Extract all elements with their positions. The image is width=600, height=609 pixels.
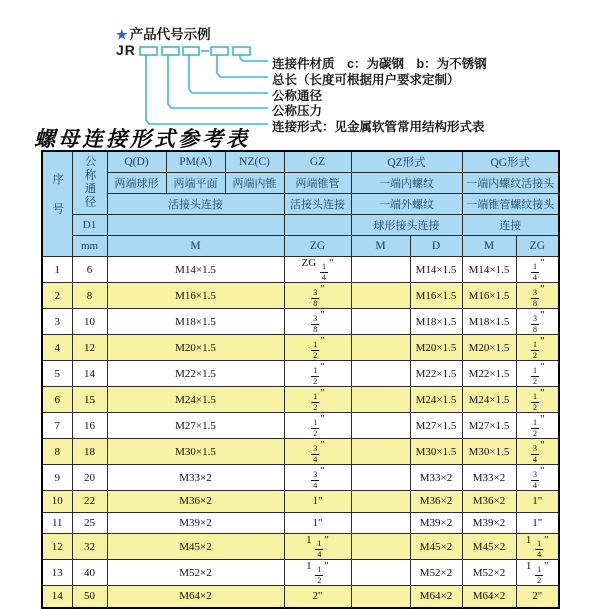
cell-no: 7	[42, 413, 72, 439]
table-row	[42, 491, 559, 513]
header-sub-zg: ZG	[284, 236, 351, 257]
cell-qz-d: M30×1.5	[410, 439, 462, 465]
cell-m: M64×2	[107, 586, 284, 608]
cell-qz-d: M64×2	[410, 586, 462, 608]
fraction: $\frac{1}{4}$	[533, 262, 537, 282]
cell-qg-m: M39×2	[462, 512, 516, 534]
fraction: $\frac{3}{8}$	[313, 288, 318, 308]
cell-qz-m	[351, 534, 410, 560]
table-row	[42, 309, 559, 335]
header-serial	[42, 151, 72, 257]
cell-dn: 16	[72, 413, 107, 439]
cell-dn: 15	[72, 387, 107, 413]
cell-m: M27×1.5	[107, 413, 284, 439]
cell-gz: $\frac{1}{2}$ "	[284, 413, 351, 439]
cell-gz: $\frac{3}{4}$ "	[284, 465, 351, 491]
cell-gz: 1"	[284, 491, 351, 513]
code-label-length: 总长（长度可根据用户要求定制）	[272, 73, 460, 87]
code-label-connection: 连接形式：见金属软管常用结构形式表	[272, 120, 485, 134]
cell-no: 8	[42, 439, 72, 465]
fraction: $\frac{1}{2}$	[533, 418, 537, 438]
star-icon: ★	[116, 27, 128, 42]
diagram-title	[116, 23, 211, 43]
cell-qz-d: M39×2	[410, 512, 462, 534]
header-sub-m: M	[107, 236, 284, 257]
cell-qz-m	[351, 257, 410, 283]
header-group-gz: GZ	[284, 151, 351, 173]
code-box	[233, 47, 250, 55]
nut-connection-table	[41, 150, 560, 609]
header-desc-pma: 两端平面	[166, 173, 225, 194]
connector-line	[168, 55, 268, 108]
cell-qz-d: M24×1.5	[410, 387, 462, 413]
fraction: $\frac{1}{2}$	[313, 340, 318, 360]
cell-qg-zg: $\frac{1}{2}$ "	[516, 413, 559, 439]
code-box	[183, 47, 199, 55]
cell-qz-d: M27×1.5	[410, 413, 462, 439]
header-d1: D1	[72, 215, 107, 236]
cell-m: M30×1.5	[107, 439, 284, 465]
fraction: $\frac{1}{4}$	[537, 539, 542, 559]
cell-gz: $\frac{1}{2}$ "	[284, 361, 351, 387]
table-row	[42, 387, 559, 413]
cell-qg-m: M33×2	[462, 465, 516, 491]
header-unit-mm: mm	[72, 236, 107, 257]
fraction: $\frac{1}{2}$	[533, 392, 537, 412]
cell-m: M14×1.5	[107, 257, 284, 283]
cell-m: M45×2	[107, 534, 284, 560]
table-row	[42, 586, 559, 608]
cell-qg-m: M64×2	[462, 586, 516, 608]
code-label-diameter: 公称通径	[272, 89, 323, 103]
cell-no: 1	[42, 257, 72, 283]
header-serial-label: 序号	[51, 173, 64, 232]
header-sub-qg-zg: ZG	[516, 236, 559, 257]
cell-qg-zg: 1"	[516, 512, 559, 534]
cell-dn: 22	[72, 491, 107, 513]
fraction: $\frac{3}{4}$	[313, 444, 318, 464]
table-row	[42, 439, 559, 465]
cell-dn: 40	[72, 560, 107, 586]
header-desc-gz: 两端锥管	[284, 173, 351, 194]
cell-qg-m: M30×1.5	[462, 439, 516, 465]
cell-qz-m	[351, 413, 410, 439]
header-qz-external: 一端外螺纹	[351, 194, 462, 215]
cell-m: M18×1.5	[107, 309, 284, 335]
cell-qz-m	[351, 512, 410, 534]
fraction: $\frac{1}{2}$	[313, 366, 318, 386]
table-row	[42, 534, 559, 560]
cell-qg-zg: $\frac{1}{2}$ "	[516, 361, 559, 387]
cell-m: M24×1.5	[107, 387, 284, 413]
header-group-pma: PM(A)	[166, 151, 225, 173]
header-qz-ball-joint: 球形接头连接	[351, 215, 462, 236]
cell-no: 6	[42, 387, 72, 413]
cell-gz: ZG $\frac{1}{4}$ "	[284, 257, 351, 283]
cell-qg-m: M24×1.5	[462, 387, 516, 413]
header-sub-qz-m: M	[351, 236, 410, 257]
cell-qz-d: M36×2	[410, 491, 462, 513]
cell-no: 9	[42, 465, 72, 491]
cell-qg-m: M52×2	[462, 560, 516, 586]
cell-qg-m: M36×2	[462, 491, 516, 513]
table-row	[42, 413, 559, 439]
fraction: $\frac{1}{2}$	[533, 366, 537, 386]
cell-no: 14	[42, 586, 72, 608]
cell-dn: 8	[72, 283, 107, 309]
cell-qg-m: M16×1.5	[462, 283, 516, 309]
cell-qg-zg: $\frac{1}{4}$ "	[516, 257, 559, 283]
header-desc-qd: 两端球形	[107, 173, 166, 194]
fraction: $\frac{1}{2}$	[313, 418, 318, 438]
cell-qz-d: M16×1.5	[410, 283, 462, 309]
cell-gz: $\frac{3}{8}$ "	[284, 283, 351, 309]
connector-line	[240, 55, 268, 61]
header-nominal-diameter-label: 公称通径	[83, 154, 96, 209]
cell-m: M22×1.5	[107, 361, 284, 387]
table-title: 螺母连接形式参考表	[34, 127, 250, 151]
header-group-qz: QZ形式	[351, 151, 462, 173]
cell-qz-d: M20×1.5	[410, 335, 462, 361]
fraction: $\frac{1}{2}$	[313, 392, 318, 412]
fraction: $\frac{1}{2}$	[537, 565, 542, 585]
cell-qg-zg: 1 $\frac{1}{2}$ "	[516, 560, 559, 586]
code-prefix: JR	[116, 42, 136, 58]
fraction: $\frac{3}{8}$	[533, 314, 537, 334]
cell-qg-zg: 1"	[516, 491, 559, 513]
table-body	[42, 257, 559, 608]
header-sub-qg-m: M	[462, 236, 516, 257]
cell-gz: $\frac{3}{4}$ "	[284, 439, 351, 465]
code-box	[211, 47, 228, 55]
table-row	[42, 335, 559, 361]
cell-dn: 10	[72, 309, 107, 335]
cell-qg-m: M45×2	[462, 534, 516, 560]
header-union-gz: 活接头连接	[284, 194, 351, 215]
cell-no: 5	[42, 361, 72, 387]
connector-line	[217, 55, 268, 77]
cell-dn: 12	[72, 335, 107, 361]
cell-m: M33×2	[107, 465, 284, 491]
cell-gz: 1"	[284, 512, 351, 534]
cell-qz-d: M18×1.5	[410, 309, 462, 335]
header-union-left: 活接头连接	[107, 194, 284, 215]
header-desc-nzc: 两端内锥	[225, 173, 284, 194]
cell-qg-m: M22×1.5	[462, 361, 516, 387]
table-row	[42, 512, 559, 534]
cell-dn: 18	[72, 439, 107, 465]
header-desc-qz: 一端内螺纹	[351, 173, 462, 194]
cell-dn: 50	[72, 586, 107, 608]
table-header	[42, 151, 559, 257]
cell-qz-d: M52×2	[410, 560, 462, 586]
connector-line	[146, 55, 268, 124]
cell-m: M16×1.5	[107, 283, 284, 309]
cell-qg-m: M18×1.5	[462, 309, 516, 335]
cell-gz: 2"	[284, 586, 351, 608]
code-label-pressure: 公称压力	[272, 104, 323, 118]
cell-qg-zg: $\frac{3}{4}$ "	[516, 439, 559, 465]
fraction: $\frac{3}{4}$	[313, 470, 318, 490]
cell-m: M39×2	[107, 512, 284, 534]
cell-qg-zg: 1 $\frac{1}{4}$ "	[516, 534, 559, 560]
header-group-qd: Q(D)	[107, 151, 166, 173]
fraction: $\frac{1}{4}$	[317, 539, 322, 559]
cell-qz-m	[351, 387, 410, 413]
cell-qg-zg: $\frac{1}{2}$ "	[516, 387, 559, 413]
cell-dn: 32	[72, 534, 107, 560]
cell-m: M20×1.5	[107, 335, 284, 361]
header-empty-gz	[284, 215, 351, 236]
cell-gz: 1 $\frac{1}{4}$ "	[284, 534, 351, 560]
header-empty-left	[107, 215, 284, 236]
fraction: $\frac{1}{2}$	[533, 340, 537, 360]
table-row	[42, 361, 559, 387]
table-row	[42, 283, 559, 309]
table-row	[42, 257, 559, 283]
cell-qz-m	[351, 283, 410, 309]
header-group-nzc: NZ(C)	[225, 151, 284, 173]
cell-qg-m: M27×1.5	[462, 413, 516, 439]
cell-qz-d: M14×1.5	[410, 257, 462, 283]
fraction: $\frac{3}{8}$	[533, 288, 537, 308]
cell-qg-m: M20×1.5	[462, 335, 516, 361]
cell-qz-d: M45×2	[410, 534, 462, 560]
diagram-title-text: 产品代号示例	[129, 27, 211, 42]
cell-dn: 6	[72, 257, 107, 283]
cell-qz-m	[351, 335, 410, 361]
cell-m: M36×2	[107, 491, 284, 513]
cell-qz-m	[351, 309, 410, 335]
fraction: $\frac{3}{4}$	[533, 444, 537, 464]
fraction: $\frac{1}{4}$	[321, 262, 326, 282]
cell-qg-zg: 2"	[516, 586, 559, 608]
cell-no: 3	[42, 309, 72, 335]
fraction: $\frac{1}{2}$	[317, 565, 322, 585]
cell-qz-m	[351, 586, 410, 608]
cell-qz-m	[351, 439, 410, 465]
cell-gz: $\frac{3}{8}$ "	[284, 309, 351, 335]
cell-dn: 25	[72, 512, 107, 534]
fraction: $\frac{3}{4}$	[533, 470, 537, 490]
cell-qz-m	[351, 361, 410, 387]
cell-qz-d: M33×2	[410, 465, 462, 491]
table-row	[42, 465, 559, 491]
cell-qg-zg: $\frac{3}{8}$ "	[516, 309, 559, 335]
header-qg-connect: 连接	[462, 215, 559, 236]
cell-qz-m	[351, 465, 410, 491]
cell-gz: 1 $\frac{1}{2}$ "	[284, 560, 351, 586]
code-label-material: 连接件材质 c：为碳钢 b：为不锈钢	[272, 57, 487, 71]
cell-no: 12	[42, 534, 72, 560]
cell-dn: 20	[72, 465, 107, 491]
cell-gz: $\frac{1}{2}$ "	[284, 387, 351, 413]
code-box	[140, 47, 157, 55]
cell-no: 13	[42, 560, 72, 586]
header-qg-taper: 一端锥管螺纹接头	[462, 194, 559, 215]
header-group-qg: QG形式	[462, 151, 559, 173]
fraction: $\frac{3}{8}$	[313, 314, 318, 334]
cell-no: 4	[42, 335, 72, 361]
cell-qg-zg: $\frac{3}{4}$ "	[516, 465, 559, 491]
header-nominal-diameter	[72, 151, 107, 215]
cell-qz-m	[351, 560, 410, 586]
cell-qz-d: M22×1.5	[410, 361, 462, 387]
cell-no: 10	[42, 491, 72, 513]
header-sub-qz-d: D	[410, 236, 462, 257]
table-row	[42, 560, 559, 586]
cell-qg-zg: $\frac{1}{2}$ "	[516, 335, 559, 361]
cell-qg-zg: $\frac{3}{8}$ "	[516, 283, 559, 309]
cell-no: 11	[42, 512, 72, 534]
cell-qz-m	[351, 491, 410, 513]
cell-gz: $\frac{1}{2}$ "	[284, 335, 351, 361]
cell-m: M52×2	[107, 560, 284, 586]
cell-qg-m: M14×1.5	[462, 257, 516, 283]
code-box	[162, 47, 179, 55]
cell-no: 2	[42, 283, 72, 309]
header-desc-qg: 一端内螺纹活接头	[462, 173, 559, 194]
cell-dn: 14	[72, 361, 107, 387]
